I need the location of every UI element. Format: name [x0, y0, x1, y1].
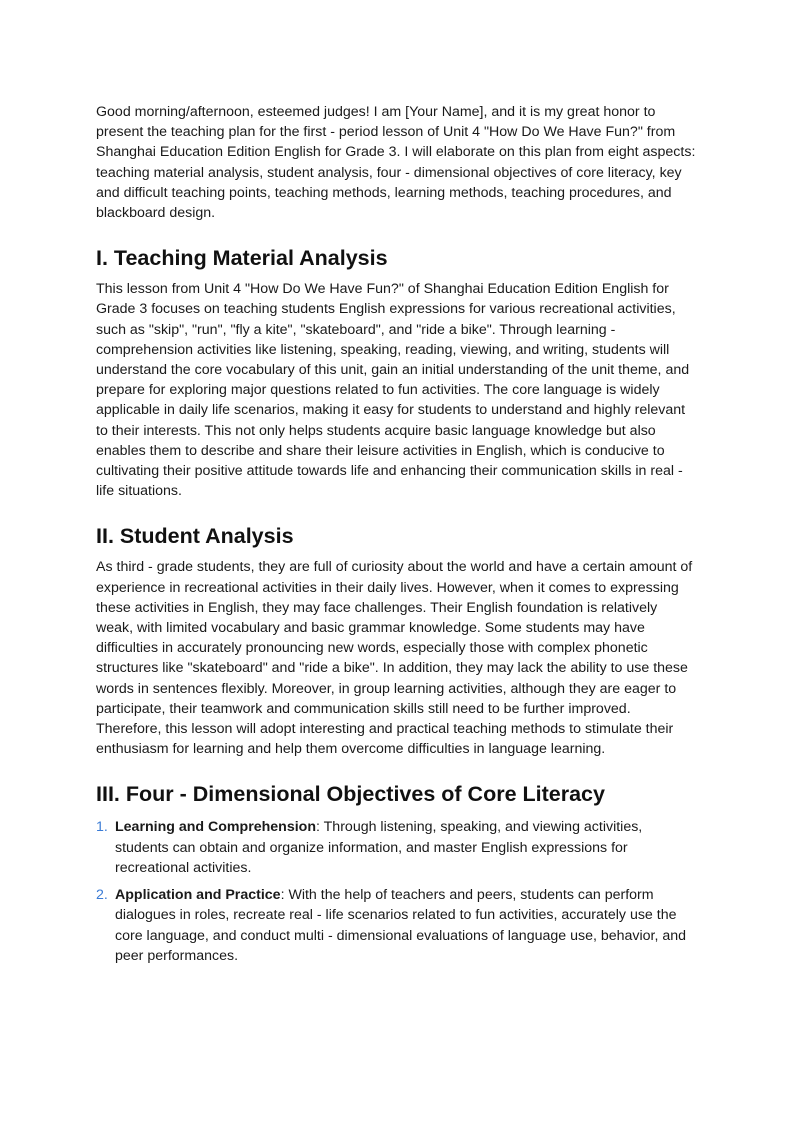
list-item-number: 1.: [96, 819, 108, 836]
list-item-term: Learning and Comprehension: [115, 819, 317, 836]
section-body-student-analysis: As third - grade students, they are full of curiosity about the world and have a certain amount of experience in recreational activities in their daily lives. However, when it comes to expressing these activities in English, they may face challenges. Their English foundation is relatively weak, with limited vocabulary and basic grammar knowledge. Some students may have difficulties in accurately pronouncing new words, especially those with complex phonetic structures like "skateboard" and "ride a bike". In addition, they may lack the ability to use these words in sentences flexibly. Moreover, in group learning activities, although they are eager to participate, their teamwork and communication skills still need to be further improved. Therefore, this lesson will adopt interesting and practical teaching methods to stimulate their enthusiasm for learning and help them overcome difficulties in language learning.: [96, 559, 693, 758]
section-body-teaching-material-analysis: This lesson from Unit 4 "How Do We Have Fun?" of Shanghai Education Edition English for Grade 3 focuses on teaching students English expressions for various recreational activities, such as "skip", "run", "fly a kite", "skateboard", and "ride a bike". Through learning - comprehension activities like listening, speaking, reading, viewing, and writing, students will understand the core vocabulary of this unit, gain an initial understanding of the unit theme, and prepare for exploring major questions related to fun activities. The core language is widely applicable in daily life scenarios, making it easy for students to understand and highly relevant to their interests. This not only helps students acquire basic language knowledge but also enables them to describe and share their leisure activities in English, which is conducive to cultivating their positive attitude towards life and enhancing their communication skills in real - life situations.: [96, 281, 690, 500]
list-item-number: 2.: [96, 887, 108, 904]
objectives-list: [96, 817, 698, 965]
section-heading-core-literacy-objectives: III. Four - Dimensional Objectives of Core Literacy: [96, 782, 605, 807]
list-item-term: Application and Practice: [115, 887, 281, 904]
document-page: [96, 102, 698, 973]
list-item-text: : Through listening, speaking, and viewing activities, students can obtain and organize information, and master English expressions for recreational activities.: [115, 819, 643, 876]
section-heading-student-analysis: II. Student Analysis: [96, 524, 294, 549]
intro-paragraph: Good morning/afternoon, esteemed judges! I am [Your Name], and it is my great honor to present the teaching plan for the first - period lesson of Unit 4 "How Do We Have Fun?" from Shanghai Education Edition English for Grade 3. I will elaborate on this plan from eight aspects: teaching material analysis, student analysis, four - dimensional objectives of core literacy, key and difficult teaching points, teaching methods, learning methods, teaching procedures, and blackboard design.: [96, 104, 696, 222]
list-item-text: : With the help of teachers and peers, students can perform dialogues in roles, recreate real - life scenarios related to fun activities, accurately use the core language, and conduct multi - dimensional evaluations of language use, behavior, and peer performances.: [115, 887, 687, 964]
list-item: [96, 885, 698, 966]
section-heading-teaching-material-analysis: I. Teaching Material Analysis: [96, 246, 388, 271]
list-item: [96, 817, 698, 878]
